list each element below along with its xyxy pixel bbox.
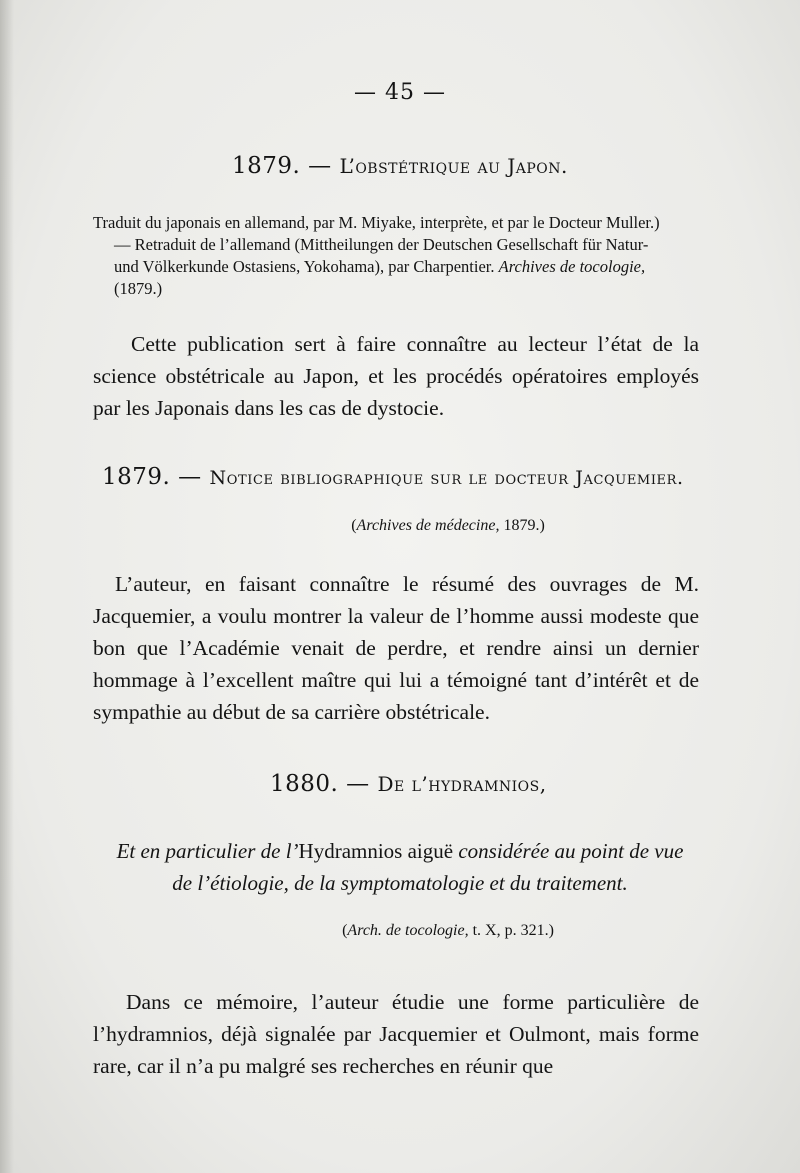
entry-1-biblio-line-2: — Retraduit de l’allemand (Mittheilungen der Deutschen Gesellschaft für Natur- (114, 235, 649, 254)
entry-1-biblio-publisher: und Völkerkunde Ostasiens, Yokohama), par Charpentier. (114, 257, 495, 276)
entry-2-paragraph: L’auteur, en faisant connaître le résumé des ouvrages de M. Jacquemier, a voulu montrer la valeur de l’homme aussi modeste que bon que l’Académie venait de perdre, et rendre ainsi un dernier hommage à l’excellent maître qui lui a témoigné tant d’intérêt et de sympathie au début de sa carrière obstétricale. (93, 572, 699, 724)
entry-2-heading (102, 464, 684, 490)
entry-3-source-open: ( (342, 922, 348, 939)
entry-2-source-open: ( (351, 517, 357, 534)
entry-1-heading (232, 153, 568, 179)
entry-3-subtitle-part-2: considérée au point de vue (458, 839, 684, 863)
entry-3-subtitle (100, 835, 700, 899)
entry-3-year: 1880. — (270, 771, 370, 797)
entry-1-biblio-journal: Archives de tocologie, (498, 257, 646, 276)
entry-3-subtitle-part-1: Et en particulier de l’ (116, 839, 299, 863)
entry-3-body (93, 986, 699, 1082)
entry-3-subtitle-roman: Hydramnios aiguë (298, 839, 454, 863)
entry-2-source-year: 1879.) (503, 517, 545, 534)
entry-1-biblio-line-4: (1879.) (114, 279, 163, 298)
entry-3-source-volume: t. X, p. 321.) (472, 922, 554, 939)
entry-2-source-journal: Archives de médecine, (356, 517, 500, 534)
entry-1-paragraph: Cette publication sert à faire connaître au lecteur l’état de la science obstétricale au Japon, et les procédés opératoires employés par les Japonais dans les cas de dystocie. (93, 332, 699, 420)
entry-3-source (96, 922, 800, 940)
entry-1-bibliography (93, 212, 699, 300)
entry-2-body (93, 568, 699, 728)
entry-3-paragraph: Dans ce mémoire, l’auteur étudie une forme particulière de l’hydramnios, déjà signalée par Jacquemier et Oulmont, mais forme rare, car il n’a pu malgré ses recherches en réunir que (93, 990, 699, 1078)
entry-1-biblio-line-1: Traduit du japonais en allemand, par M. Miyake, interprète, et par le Docteur Muller.) (93, 213, 660, 232)
entry-3-source-journal: Arch. de tocologie, (347, 922, 469, 939)
entry-3-title: De l’hydramnios, (377, 772, 547, 796)
entry-2-source (96, 517, 800, 535)
entry-1-year: 1879. — (232, 153, 332, 179)
page-number: — 45 — (354, 80, 446, 105)
entry-1-body (93, 328, 699, 424)
entry-3-heading (270, 771, 547, 797)
entry-2-year: 1879. — (102, 464, 202, 490)
entry-3-subtitle-line-2: de l’étiologie, de la symptomatologie et du traitement. (172, 871, 628, 895)
entry-3-subtitle-line-1 (100, 835, 700, 867)
entry-1-biblio-line-3 (93, 256, 699, 278)
entry-1-title: L’obstétrique au Japon. (339, 154, 568, 178)
entry-2-title: Notice bibliographique sur le docteur Jacquemier. (209, 467, 684, 489)
